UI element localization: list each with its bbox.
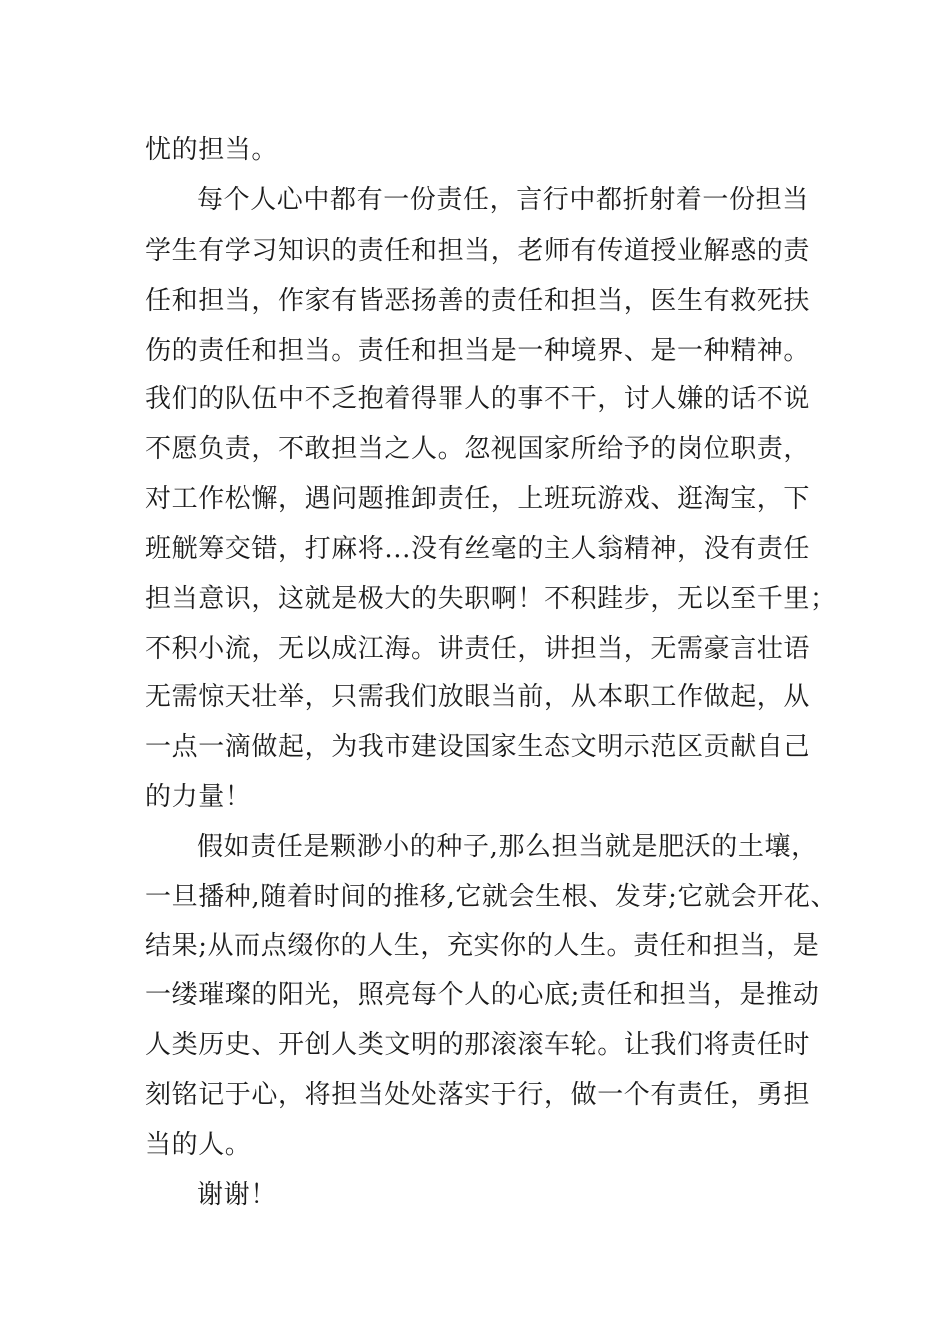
closing-line: 谢谢！ xyxy=(197,1180,277,1210)
text-line: 对工作松懈，遇问题推卸责任，上班玩游戏、逛淘宝，下 xyxy=(145,484,811,514)
text-line: 不愿负责，不敢担当之人。忽视国家所给予的岗位职责， xyxy=(145,434,811,464)
text-line: 结果;从而点缀你的人生，充实你的人生。责任和担当，是 xyxy=(145,931,820,961)
text-line: 忧的担当。 xyxy=(145,135,279,165)
text-line: 我们的队伍中不乏抱着得罪人的事不干，讨人嫌的话不说 xyxy=(145,384,811,414)
text-line: 当的人。 xyxy=(145,1130,252,1160)
text-line: 任和担当，作家有皆恶扬善的责任和担当，医生有救死扶 xyxy=(145,286,811,316)
text-line: 一点一滴做起，为我市建设国家生态文明示范区贡献自己 xyxy=(145,732,811,762)
text-line: 的力量！ xyxy=(145,782,252,812)
text-line: 担当意识，这就是极大的失职啊！不积跬步，无以至千里； xyxy=(145,584,837,614)
text-line: 无需惊天壮举，只需我们放眼当前，从本职工作做起，从 xyxy=(145,682,811,712)
text-line: 不积小流，无以成江海。讲责任，讲担当，无需豪言壮语 xyxy=(145,634,811,664)
paragraph-first-line: 每个人心中都有一份责任，言行中都折射着一份担当 xyxy=(197,185,809,215)
text-line: 学生有学习知识的责任和担当，老师有传道授业解惑的责 xyxy=(145,236,811,266)
text-line: 伤的责任和担当。责任和担当是一种境界、是一种精神。 xyxy=(145,336,811,366)
text-line: 人类历史、开创人类文明的那滚滚车轮。让我们将责任时 xyxy=(145,1030,811,1060)
paragraph-first-line: 假如责任是颗渺小的种子,那么担当就是肥沃的土壤， xyxy=(197,832,818,862)
text-line: 刻铭记于心，将担当处处落实于行，做一个有责任，勇担 xyxy=(145,1080,811,1110)
text-line: 班觥筹交错，打麻将...没有丝毫的主人翁精神，没有责任 xyxy=(145,534,810,564)
text-line: 一缕璀璨的阳光，照亮每个人的心底;责任和担当，是推动 xyxy=(145,980,820,1010)
text-line: 一旦播种,随着时间的推移,它就会生根、发芽;它就会开花、 xyxy=(145,882,838,912)
